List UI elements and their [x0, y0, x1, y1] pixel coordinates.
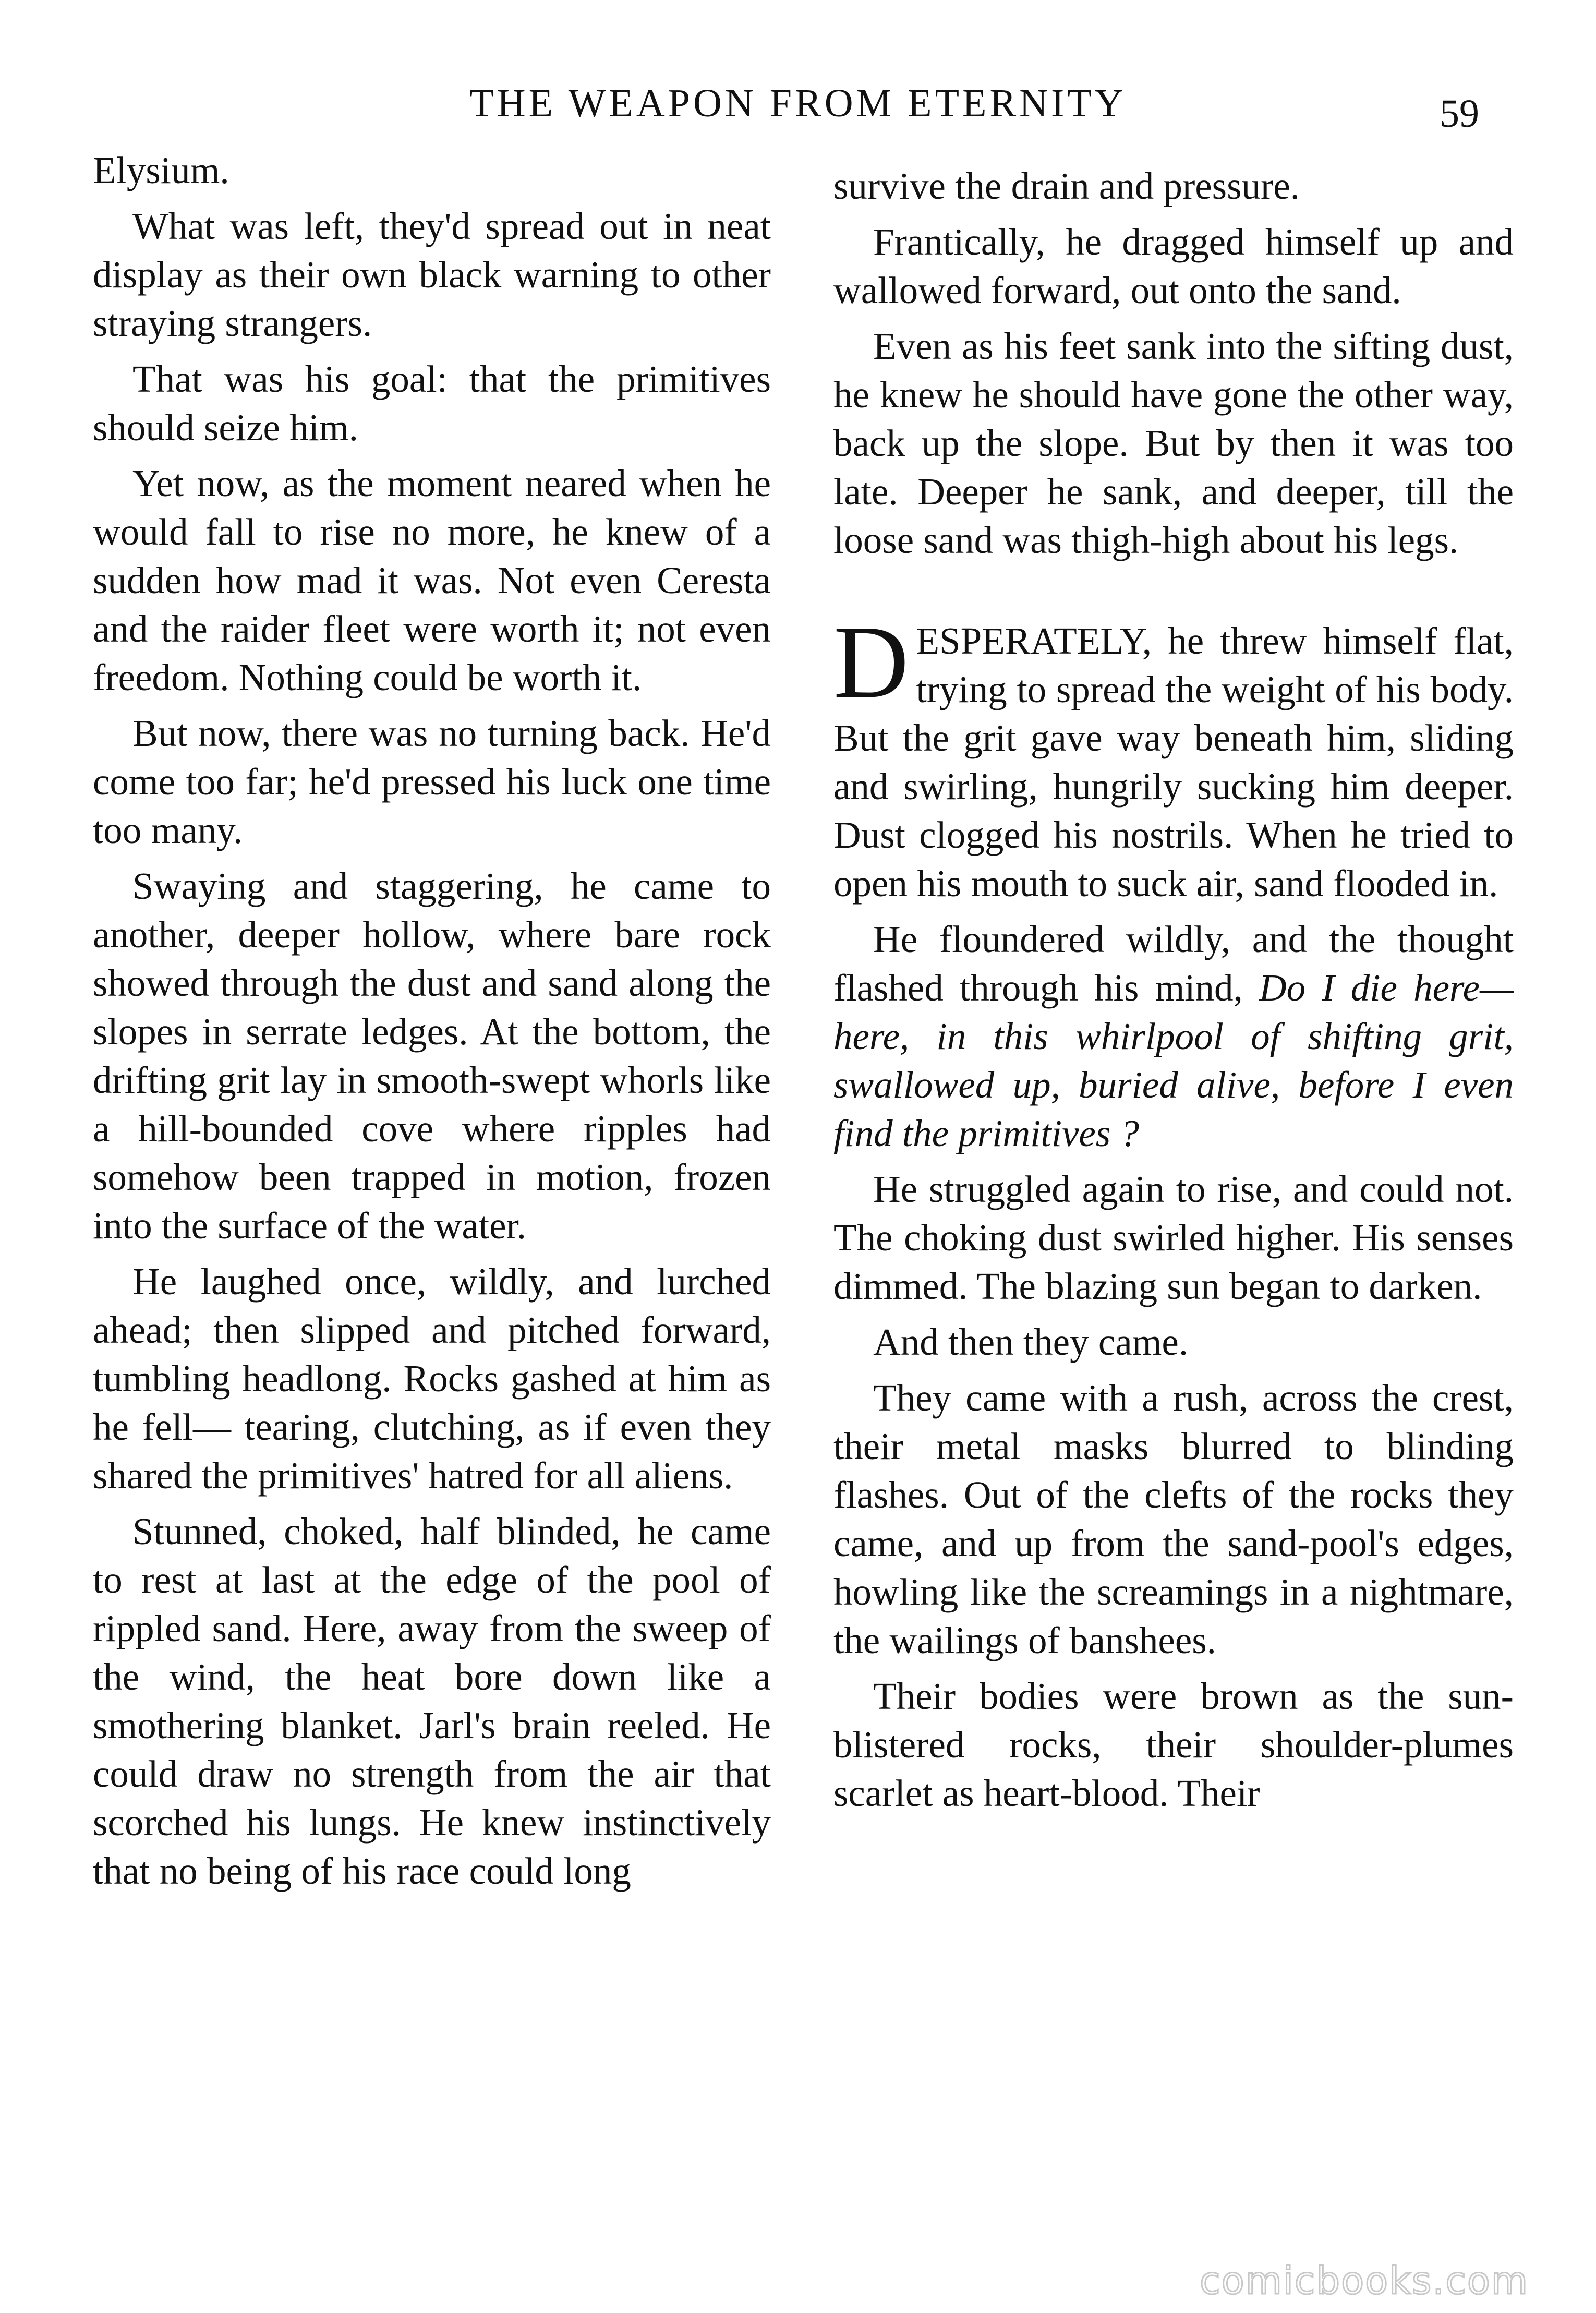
paragraph: Stunned, choked, half blinded, he came to rest at last at the edge of the pool of rippled sand. Here, away from the sweep of the wind, the heat bore down like a smothering blanket. Jarl's brain reeled. He could draw no strength from the air that scorched his lungs. He knew instinctively that no being of his race could long: [93, 1510, 771, 1892]
paragraph: And then they came.: [873, 1321, 1189, 1363]
drop-cap-paragraph-text: ESPERATELY, he threw himself flat, trying to spread the weight of his body. But the grit gave way beneath him, sliding and swirling, hungrily sucking him deeper. Dust clogged his nostrils. When he tried to open his mouth to suck air, sand flooded in.: [833, 620, 1514, 905]
paragraph: survive the drain and pressure.: [833, 165, 1300, 207]
paragraph: What was left, they'd spread out in neat display as their own black warning to other straying strangers.: [93, 205, 771, 344]
italic-thought: Do I die here—here, in this whirlpool of shifting grit, swallowed up, buried alive, before I even find the primitives ?: [833, 967, 1514, 1154]
paragraph-with-drop-cap: [833, 605, 1514, 908]
drop-cap: D: [833, 605, 909, 720]
paragraph: That was his goal: that the primitives should seize him.: [93, 358, 771, 449]
paragraph: Yet now, as the moment neared when he would fall to rise no more, he knew of a sudden how mad it was. Not even Ceresta and the raider fleet were worth it; not even freedom. Nothing could be worth it.: [93, 462, 771, 698]
paragraph: They came with a rush, across the crest, their metal masks blurred to blinding flashes. Out of the clefts of the rocks they came, and up from the sand-pool's edges, howling like the screamings in a nightmare, the wailings of banshees.: [833, 1377, 1514, 1661]
paragraph: Elysium.: [93, 149, 229, 191]
paragraph: Swaying and staggering, he came to another, deeper hollow, where bare rock showed through the dust and sand along the slopes in serrate ledges. At the bottom, the drifting grit lay in smooth-swept whorls like a hill-bounded cove where ripples had somehow been trapped in motion, frozen into the surface of the water.: [93, 865, 771, 1247]
paragraph: [833, 915, 1514, 1158]
paragraph: Even as his feet sank into the sifting dust, he knew he should have gone the other way, back up the slope. But by then it was too late. Deeper he sank, and deeper, till the loose sand was thigh-high about his legs.: [833, 325, 1514, 561]
paragraph: He struggled again to rise, and could not. The choking dust swirled higher. His senses dimmed. The blazing sun began to darken.: [833, 1168, 1514, 1307]
page-number: 59: [1440, 92, 1479, 136]
paragraph: Frantically, he dragged himself up and wallowed forward, out onto the sand.: [833, 221, 1514, 311]
running-title: THE WEAPON FROM ETERNITY: [469, 81, 1127, 125]
left-column: [93, 146, 771, 1902]
watermark: comicbooks.com: [1200, 2259, 1529, 2303]
paragraph: He laughed once, wildly, and lurched ahead; then slipped and pitched forward, tumbling headlong. Rocks gashed at him as he fell— tearing, clutching, as if even they shared the primitives' hatred for all aliens.: [93, 1260, 771, 1497]
paragraph: But now, there was no turning back. He'd come too far; he'd pressed his luck one time too many.: [93, 712, 771, 851]
paragraph: Their bodies were brown as the sun-blistered rocks, their shoulder-plumes scarlet as heart-blood. Their: [833, 1675, 1514, 1814]
paragraph-text: He floundered wildly, and the thought flashed through his mind,: [833, 918, 1514, 1009]
right-column: [833, 162, 1514, 1825]
